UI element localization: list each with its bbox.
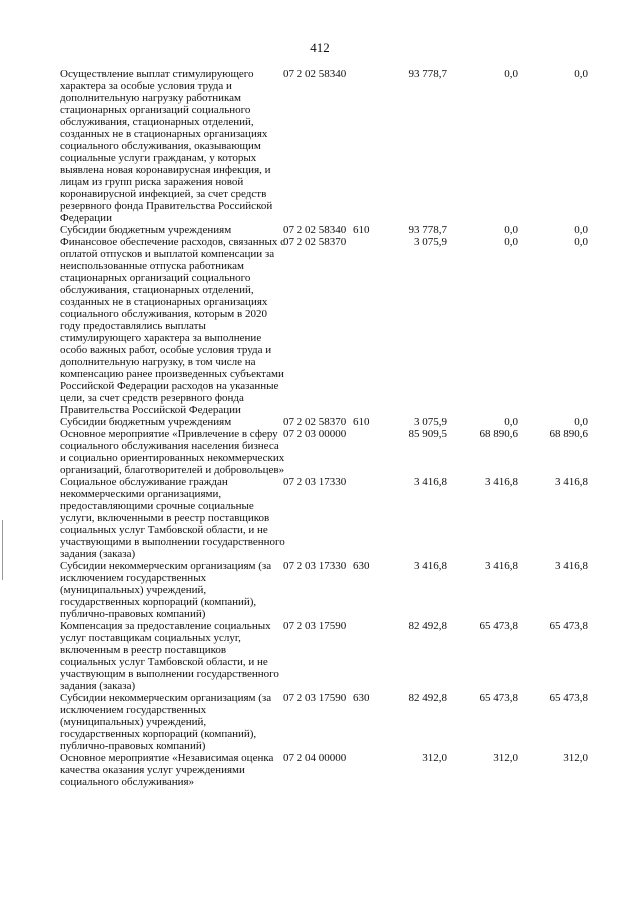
row-amount-1: 312,0 [422, 752, 447, 764]
row-amount-1: 93 778,7 [408, 68, 447, 80]
row-amount-1: 3 075,9 [414, 416, 447, 428]
row-description: Субсидии некоммерческим организациям (за исключением государственных (муниципальных) учреждений, государственных корпораций (компаний), публично-правовых компаний) [60, 560, 272, 620]
row-description: Основное мероприятие «Независимая оценка качества оказания услуг учреждениями социального обслуживания» [60, 752, 274, 788]
table-row [0, 692, 640, 752]
row-description: Субсидии некоммерческим организациям (за исключением государственных (муниципальных) учреждений, государственных корпораций (компаний), публично-правовых компаний) [60, 692, 272, 752]
row-target-code: 07 2 02 58370 [283, 236, 347, 248]
row-amount-1: 3 416,8 [414, 476, 447, 488]
row-expense-type: 630 [353, 692, 370, 704]
row-amount-3: 3 416,8 [555, 560, 588, 572]
row-amount-1: 3 075,9 [414, 236, 447, 248]
row-amount-2: 0,0 [504, 236, 518, 248]
row-description: Субсидии бюджетным учреждениям [60, 416, 232, 428]
row-expense-type: 610 [353, 224, 370, 236]
row-amount-2: 65 473,8 [479, 692, 518, 704]
row-description: Субсидии бюджетным учреждениям [60, 224, 232, 236]
table-row [0, 620, 640, 692]
row-amount-1: 93 778,7 [408, 224, 447, 236]
row-description: Осуществление выплат стимулирующего характера за особые условия труда и дополнительную нагрузку работникам стационарных организаций социального обслуживания, стационарных отделений, созданных не в стационарных организациях социального обслуживания, оказывающим социальные услуги гражданам, у которых выявлена новая коронавирусная инфекция, и лицам из групп риска заражения новой коронавирусной инфекцией, за счет средств резервного фонда Правительства Российской Федерации [60, 68, 273, 224]
row-amount-1: 3 416,8 [414, 560, 447, 572]
table-row [0, 68, 640, 224]
table-row [0, 428, 640, 476]
row-description: Основное мероприятие «Привлечение в сферу социального обслуживания населения бизнеса и социально ориентированных некоммерческих организаций, благотворителей и добровольцев» [60, 428, 285, 476]
row-description: Социальное обслуживание граждан некоммерческими организациями, предоставляющими срочные социальные услуги, включенными в реестр поставщиков социальных услуг Тамбовской области, и не участвующими в выполнении государственного задания (заказа) [60, 476, 285, 560]
page-number: 412 [310, 40, 330, 55]
row-amount-3: 65 473,8 [549, 620, 588, 632]
row-amount-3: 68 890,6 [549, 428, 588, 440]
row-amount-3: 312,0 [563, 752, 588, 764]
row-amount-3: 0,0 [574, 68, 588, 80]
row-description: Финансовое обеспечение расходов, связанных с оплатой отпусков и выплатой компенсации за неиспользованные отпуска работникам стационарных организаций социального обслуживания, стационарных отделений, созданных не в стационарных организациях социального обслуживания, которым в 2020 году предоставлялись выплаты стимулирующего характера за выполнение особо важных работ, особые условия труда и дополнительную нагрузку, в том числе на компенсацию ранее произведенных субъектами Российской Федерации расходов на указанные цели, за счет средств резервного фонда Правительства Российской Федерации [60, 236, 285, 416]
row-target-code: 07 2 03 17330 [283, 476, 347, 488]
row-amount-2: 3 416,8 [485, 560, 518, 572]
row-amount-3: 3 416,8 [555, 476, 588, 488]
row-amount-2: 312,0 [493, 752, 518, 764]
row-amount-2: 0,0 [504, 68, 518, 80]
row-amount-1: 82 492,8 [408, 620, 447, 632]
row-target-code: 07 2 04 00000 [283, 752, 347, 764]
row-amount-3: 0,0 [574, 224, 588, 236]
row-expense-type: 630 [353, 560, 370, 572]
row-amount-1: 82 492,8 [408, 692, 447, 704]
row-target-code: 07 2 03 00000 [283, 428, 347, 440]
row-amount-2: 0,0 [504, 416, 518, 428]
row-target-code: 07 2 02 58340 [283, 68, 347, 80]
row-expense-type: 610 [353, 416, 370, 428]
row-amount-3: 0,0 [574, 416, 588, 428]
row-amount-1: 85 909,5 [408, 428, 447, 440]
budget-table [0, 68, 640, 788]
table-row [0, 560, 640, 620]
row-amount-2: 0,0 [504, 224, 518, 236]
row-amount-2: 68 890,6 [479, 428, 518, 440]
row-amount-3: 0,0 [574, 236, 588, 248]
row-target-code: 07 2 03 17590 [283, 692, 347, 704]
row-target-code: 07 2 03 17590 [283, 620, 347, 632]
row-target-code: 07 2 02 58340 [283, 224, 347, 236]
table-row [0, 476, 640, 560]
row-amount-2: 3 416,8 [485, 476, 518, 488]
row-amount-3: 65 473,8 [549, 692, 588, 704]
row-target-code: 07 2 03 17330 [283, 560, 347, 572]
table-row [0, 224, 640, 236]
table-row [0, 416, 640, 428]
row-target-code: 07 2 02 58370 [283, 416, 347, 428]
row-description: Компенсация за предоставление социальных услуг поставщикам социальных услуг, включенным в реестр поставщиков социальных услуг Тамбовской области, и не участвующим в выполнении государственного задания (заказа) [60, 620, 279, 692]
table-row [0, 236, 640, 416]
table-row [0, 752, 640, 788]
row-amount-2: 65 473,8 [479, 620, 518, 632]
